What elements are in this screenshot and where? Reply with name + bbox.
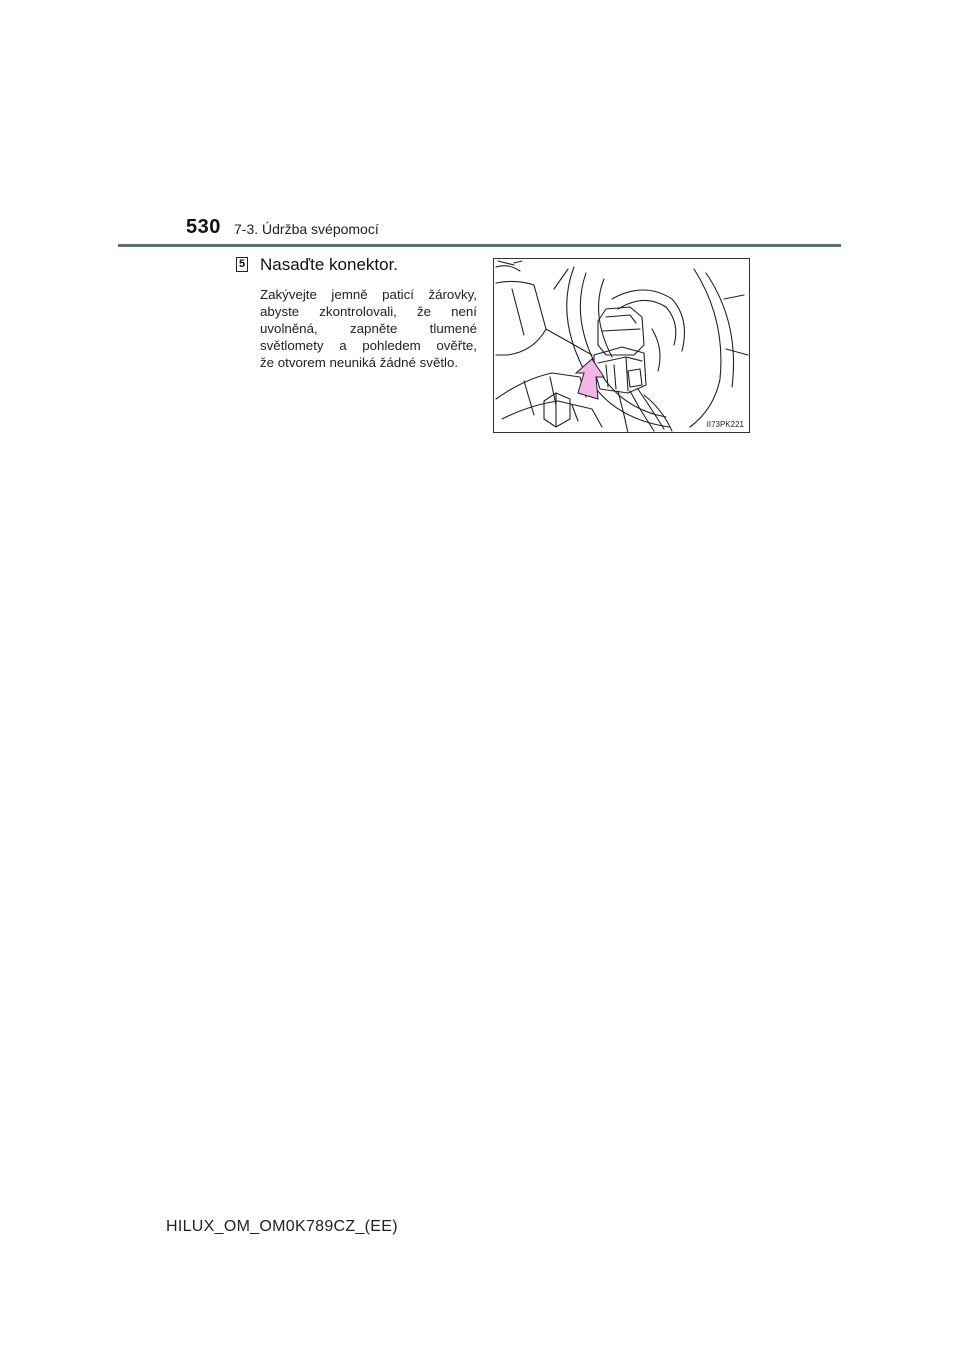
figure-code: II73PK221 <box>706 420 744 429</box>
step-body-line: světlomety a pohledem ověřte, <box>260 338 477 353</box>
connector-illustration <box>493 258 750 433</box>
headlight-connector-drawing <box>494 259 750 433</box>
section-title: 7-3. Údržba svépomocí <box>234 221 379 237</box>
step-body-line: Zakývejte jemně paticí žárovky, <box>260 287 477 302</box>
step-body-line: abyste zkontrolovali, že není <box>260 304 477 319</box>
step-body-line: uvolněná, zapněte tlumené <box>260 321 477 336</box>
page-number: 530 <box>186 216 221 238</box>
step-heading: Nasaďte konektor. <box>260 255 399 274</box>
step-body-line: že otvorem neuniká žádné světlo. <box>260 355 459 370</box>
step-badge: 5 <box>236 257 248 272</box>
step-body <box>260 286 477 371</box>
header-rule <box>118 244 841 247</box>
footer-model: HILUX_OM_OM0K789CZ_(EE) <box>166 1218 398 1235</box>
